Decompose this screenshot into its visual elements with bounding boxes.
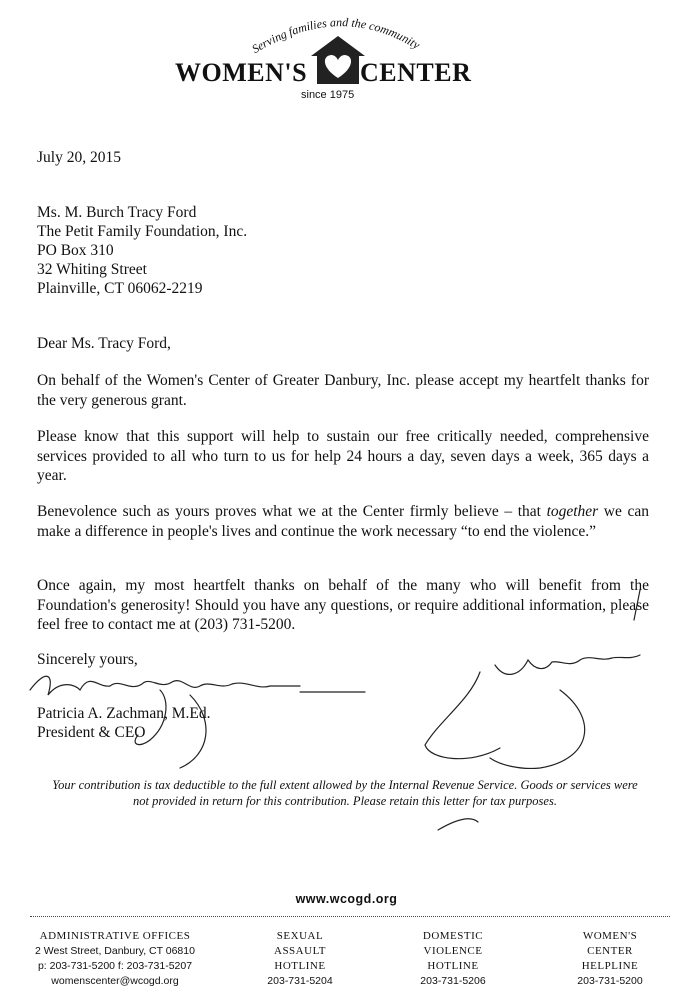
- footer-sexual-assault: [245, 929, 355, 989]
- logo-name-left: WOMEN'S: [175, 58, 308, 87]
- p3-italic-word: together: [546, 503, 599, 520]
- admin-phones: p: 203-731-5200 f: 203-731-5207: [37, 960, 193, 972]
- helpline-phone: 203-731-5200: [577, 975, 643, 987]
- logo-tagline: Serving families and the community: [249, 15, 423, 57]
- thank-you-flourish: [490, 690, 585, 768]
- sexual-line1: SEXUAL: [276, 930, 324, 942]
- helpline-line2: CENTER: [587, 945, 633, 957]
- body-paragraph-4: Once again, my most heartfelt thanks on behalf of the many who will benefit from the Foundation's generosity! Should you have any questions, or require additional information, please feel free to contact me at (203) 731-5200.: [37, 577, 649, 633]
- body-paragraph-3: [37, 502, 649, 541]
- thank-you-loop: [425, 672, 500, 759]
- sexual-line3: HOTLINE: [274, 960, 326, 972]
- domestic-line3: HOTLINE: [427, 960, 479, 972]
- letterhead-logo: [0, 0, 693, 115]
- website-link[interactable]: www.wcogd.org: [295, 892, 398, 906]
- p3-text-before: Benevolence such as yours proves what we at the Center firmly believe – that: [37, 503, 547, 520]
- footer-helpline: [555, 929, 665, 989]
- signer-name: Patricia A. Zachman, M.Ed.: [37, 705, 211, 722]
- pen-mark: [438, 819, 478, 830]
- footer-divider: [30, 916, 670, 917]
- helpline-line1: WOMEN'S: [582, 930, 638, 942]
- signature-patricia: [30, 676, 300, 695]
- body-paragraph-2: Please know that this support will help to sustain our free critically needed, comprehensive services provided to all who turn to us for help 24 hours a day, seven days a week, 365 days a year.: [37, 428, 649, 484]
- body-paragraph-1: On behalf of the Women's Center of Greater Danbury, Inc. please accept my heartfelt thanks for the very generous grant.: [37, 372, 649, 409]
- helpline-line3: HELPLINE: [581, 960, 639, 972]
- admin-address: 2 West Street, Danbury, CT 06810: [35, 945, 195, 957]
- letter-date: July 20, 2015: [37, 149, 121, 166]
- footer-domestic-violence: [398, 929, 508, 989]
- tax-footnote: Your contribution is tax deductible to the full extent allowed by the Internal Revenue Service. Goods or services were not provided in return for this contribution. Please retain this letter for tax purposes.: [52, 778, 638, 808]
- logo-since: since 1975: [301, 89, 355, 101]
- recipient-org: The Petit Family Foundation, Inc.: [37, 223, 248, 240]
- footer-admin-offices: [20, 929, 210, 989]
- domestic-phone: 203-731-5206: [420, 975, 486, 987]
- logo-name-right: CENTER: [360, 58, 472, 87]
- admin-email[interactable]: womenscenter@wcogd.org: [51, 975, 179, 987]
- closing: Sincerely yours,: [37, 651, 138, 668]
- thank-you-writing: [495, 655, 640, 674]
- signer-title: President & CEO: [37, 724, 146, 741]
- recipient-street: 32 Whiting Street: [37, 261, 147, 278]
- sexual-line2: ASSAULT: [274, 945, 326, 957]
- salutation: Dear Ms. Tracy Ford,: [37, 335, 171, 352]
- p3-text-after: we can make a difference in people's lives and continue the work necessary “to end the violence.”: [37, 503, 649, 540]
- recipient-city: Plainville, CT 06062-2219: [37, 280, 203, 297]
- domestic-line2: VIOLENCE: [423, 945, 483, 957]
- domestic-line1: DOMESTIC: [422, 930, 484, 942]
- sexual-phone: 203-731-5204: [267, 975, 333, 987]
- admin-title: ADMINISTRATIVE OFFICES: [39, 930, 191, 942]
- recipient-pobox: PO Box 310: [37, 242, 114, 259]
- recipient-name: Ms. M. Burch Tracy Ford: [37, 204, 197, 221]
